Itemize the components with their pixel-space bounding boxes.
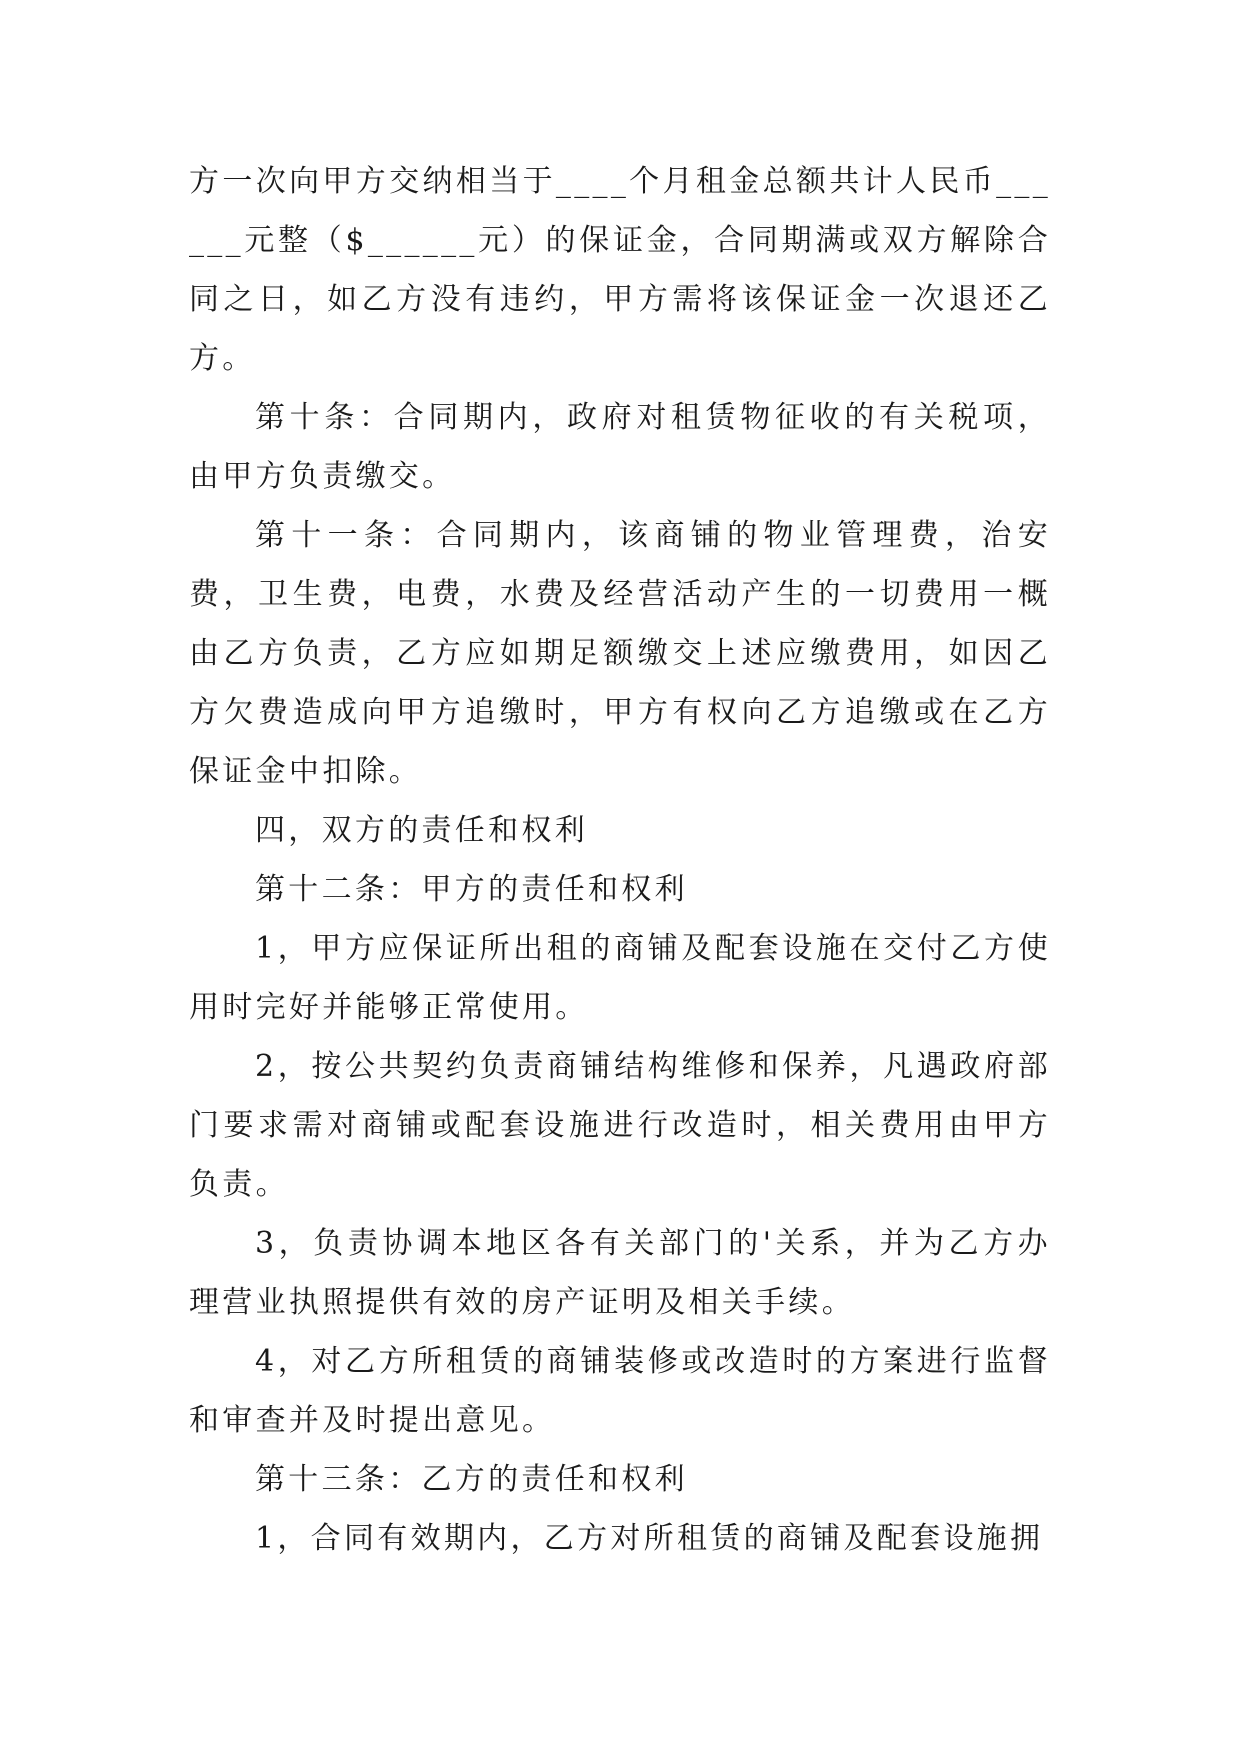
paragraph-article-12-item-1: 1，甲方应保证所出租的商铺及配套设施在交付乙方使用时完好并能够正常使用。 <box>189 931 1051 1025</box>
paragraph-article-11: 第十一条：合同期内，该商铺的物业管理费，治安费，卫生费，电费，水费及经营活动产生的一切费用一概由乙方负责，乙方应如期足额缴交上述应缴费用，如因乙方欠费造成向甲方追缴时，甲方有权向乙方追缴或在乙方保证金中扣除。 <box>189 518 1051 789</box>
paragraph-article-10: 第十条：合同期内，政府对租赁物征收的有关税项，由甲方负责缴交。 <box>189 400 1051 494</box>
paragraph-article-13-item-1: 1，合同有效期内，乙方对所租赁的商铺及配套设施拥 <box>255 1521 1044 1556</box>
paragraph-article-12-item-4: 4，对乙方所租赁的商铺装修或改造时的方案进行监督和审查并及时提出意见。 <box>189 1344 1051 1438</box>
paragraph-article-12-heading: 第十二条：甲方的责任和权利 <box>255 872 688 907</box>
paragraph-article-12-item-3: 3，负责协调本地区各有关部门的'关系，并为乙方办理营业执照提供有效的房产证明及相关手续。 <box>189 1226 1051 1320</box>
paragraph-article-12-item-2: 2，按公共契约负责商铺结构维修和保养，凡遇政府部门要求需对商铺或配套设施进行改造时，相关费用由甲方负责。 <box>189 1049 1051 1202</box>
section-heading-responsibilities: 四，双方的责任和权利 <box>255 813 588 848</box>
paragraph-article-13-heading: 第十三条：乙方的责任和权利 <box>255 1462 688 1497</box>
document-body <box>189 152 1051 1568</box>
paragraph-deposit-clause-continued: 方一次向甲方交纳相当于____个月租金总额共计人民币______元整（$______元）的保证金，合同期满或双方解除合同之日，如乙方没有违约，甲方需将该保证金一次退还乙方。 <box>189 164 1051 376</box>
